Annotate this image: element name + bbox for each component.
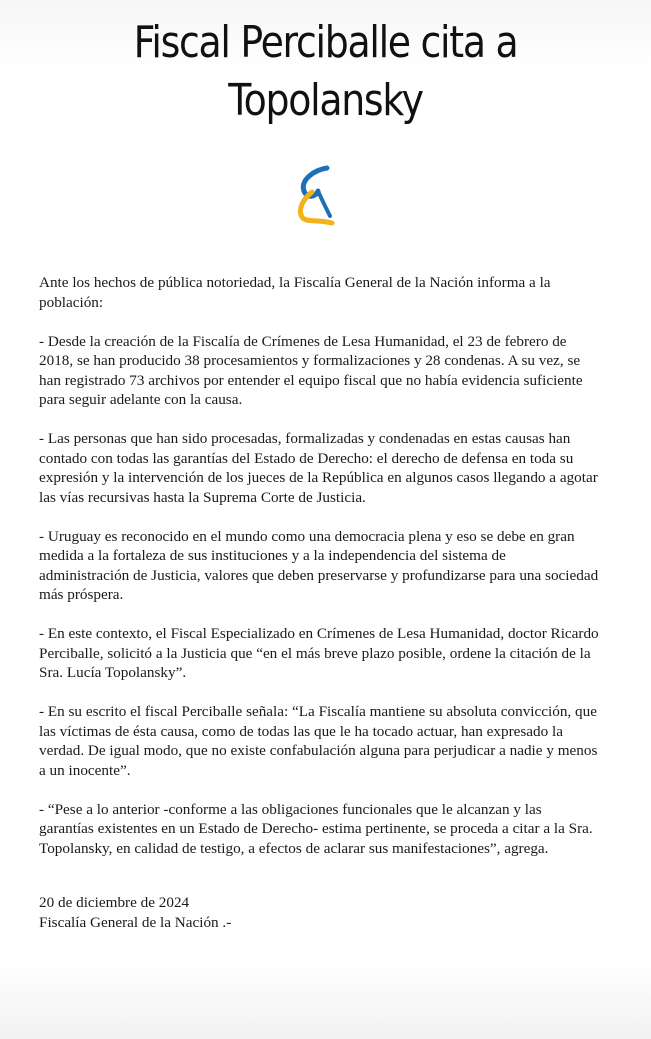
statement-body bbox=[39, 273, 599, 878]
paragraph-5: - En su escrito el fiscal Perciballe señala: “La Fiscalía mantiene su absoluta convicción, que las víctimas de ésta causa, como de todas las que le ha tocado actuar, han expresado la verdad. De igual modo, que no existe confabulación alguna para perjudicar a nadie y menos a un inocente”. bbox=[39, 703, 598, 779]
intro-paragraph: Ante los hechos de pública notoriedad, la Fiscalía General de la Nación informa a la población: bbox=[39, 274, 551, 311]
signature-org: Fiscalía General de la Nación .- bbox=[39, 913, 232, 931]
logo-blue-tail bbox=[318, 191, 330, 216]
logo-blue-stroke bbox=[303, 168, 327, 196]
paragraph-1: - Desde la creación de la Fiscalía de Crímenes de Lesa Humanidad, el 23 de febrero de 2018, se han producido 38 procesamientos y formalizaciones y 28 condenas. A su vez, se han registrado 73 archivos por entender el equipo fiscal que no había evidencia suficiente para seguir adelante con la causa. bbox=[39, 332, 583, 408]
signature-date: 20 de diciembre de 2024 bbox=[39, 894, 190, 911]
fiscalia-logo-icon bbox=[292, 164, 338, 226]
headline bbox=[46, 14, 606, 130]
paragraph-4: - En este contexto, el Fiscal Especializado en Crímenes de Lesa Humanidad, doctor Ricardo Perciballe, solicitó a la Justicia que “en el más breve plazo posible, ordene la citación de la Sra. Lucía Topolansky”. bbox=[39, 625, 599, 681]
paragraph-3: - Uruguay es reconocido en el mundo como una democracia plena y eso se debe en gran medida a la fortaleza de sus instituciones y a la independencia del sistema de administración de Justicia, valores que deben preservarse y profundizarse para una sociedad más próspera. bbox=[39, 527, 599, 603]
signature-block bbox=[39, 893, 599, 932]
headline-line-1: Fiscal Perciballe cita a bbox=[133, 17, 518, 68]
headline-line-2: Topolansky bbox=[228, 75, 423, 126]
paragraph-6: - “Pese a lo anterior -conforme a las obligaciones funcionales que le alcanzan y las garantías existentes en un Estado de Derecho- estima pertinente, se proceda a citar a la Sra. Topolansky, en calidad de testigo, a efectos de aclarar sus manifestaciones”, agrega. bbox=[39, 800, 593, 857]
paragraph-2: - Las personas que han sido procesadas, formalizadas y condenadas en estas causas han contado con todas las garantías del Estado de Derecho: el derecho de defensa en toda su expresión y la intervención de los jueces de la República en algunos casos llegando a agotar las vías recursivas hasta la Suprema Corte de Justicia. bbox=[39, 430, 598, 506]
